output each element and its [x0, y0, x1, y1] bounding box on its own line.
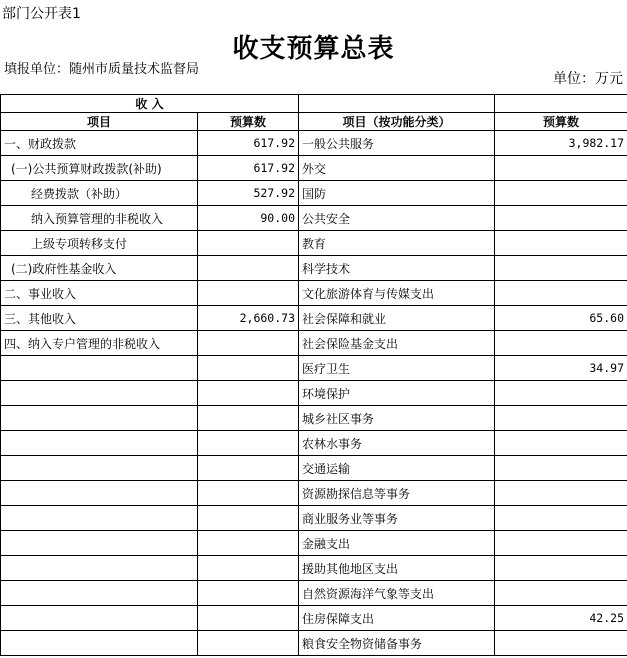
- expense-budget-cell: [495, 631, 627, 656]
- income-item-cell: [1, 356, 198, 381]
- income-budget-cell: [198, 506, 299, 531]
- header-row-columns: [1, 113, 627, 131]
- income-item-cell: [1, 631, 198, 656]
- expense-budget-cell: [495, 531, 627, 556]
- expense-item-cell: 援助其他地区支出: [299, 556, 495, 581]
- income-item-cell: 上级专项转移支付: [1, 231, 198, 256]
- income-budget-cell: 90.00: [198, 206, 299, 231]
- table-row: [1, 606, 627, 631]
- expense-item-cell: 交通运输: [299, 456, 495, 481]
- income-budget-cell: [198, 381, 299, 406]
- table-row: [1, 556, 627, 581]
- header-row-group: [1, 95, 627, 113]
- income-budget-cell: [198, 581, 299, 606]
- income-budget-cell: 527.92: [198, 181, 299, 206]
- expense-item-cell: 社会保障和就业: [299, 306, 495, 331]
- expense-budget-cell: [495, 481, 627, 506]
- expense-budget-cell: [495, 156, 627, 181]
- budget-table: [0, 94, 627, 656]
- expense-budget-cell: [495, 431, 627, 456]
- expense-item-cell: 商业服务业等事务: [299, 506, 495, 531]
- expense-item-cell: 自然资源海洋气象等支出: [299, 581, 495, 606]
- income-budget-cell: [198, 406, 299, 431]
- expense-budget-cell: [495, 181, 627, 206]
- table-row: [1, 406, 627, 431]
- currency-unit: 单位：万元: [553, 71, 623, 87]
- table-row: [1, 131, 627, 156]
- income-budget-cell: [198, 531, 299, 556]
- expense-item-cell: 教育: [299, 231, 495, 256]
- expense-budget-cell: [495, 206, 627, 231]
- income-item-cell: [1, 381, 198, 406]
- expense-budget-cell: [495, 331, 627, 356]
- expense-item-cell: 金融支出: [299, 531, 495, 556]
- table-number-label: 部门公开表1: [2, 6, 81, 22]
- income-item-cell: [1, 431, 198, 456]
- income-budget-cell: [198, 456, 299, 481]
- income-item-cell: 四、纳入专户管理的非税收入: [1, 331, 198, 356]
- expense-budget-cell: [495, 406, 627, 431]
- table-row: [1, 531, 627, 556]
- col-func-budget-header: 预算数: [495, 113, 627, 131]
- expense-budget-cell: [495, 456, 627, 481]
- expense-item-cell: 粮食安全物资储备事务: [299, 631, 495, 656]
- expense-budget-cell: 42.25: [495, 606, 627, 631]
- expense-item-cell: 一般公共服务: [299, 131, 495, 156]
- expense-budget-cell: [495, 556, 627, 581]
- expense-budget-cell: [495, 281, 627, 306]
- table-row: [1, 181, 627, 206]
- table-row: [1, 581, 627, 606]
- income-budget-cell: 617.92: [198, 131, 299, 156]
- table-row: [1, 456, 627, 481]
- income-budget-cell: [198, 631, 299, 656]
- expense-item-cell: 科学技术: [299, 256, 495, 281]
- reporting-unit: 填报单位：随州市质量技术监督局: [4, 62, 200, 77]
- expense-item-cell: 社会保险基金支出: [299, 331, 495, 356]
- income-budget-cell: 617.92: [198, 156, 299, 181]
- table-row: [1, 481, 627, 506]
- income-item-cell: (一)公共预算财政拨款(补助): [1, 156, 198, 181]
- income-budget-cell: [198, 431, 299, 456]
- income-item-cell: 一、财政拨款: [1, 131, 198, 156]
- expense-budget-cell: [495, 256, 627, 281]
- income-item-cell: 三、其他收入: [1, 306, 198, 331]
- table-row: [1, 431, 627, 456]
- expense-budget-cell: 34.97: [495, 356, 627, 381]
- income-item-cell: 纳入预算管理的非税收入: [1, 206, 198, 231]
- table-row: [1, 281, 627, 306]
- income-item-cell: 二、事业收入: [1, 281, 198, 306]
- income-item-cell: (二)政府性基金收入: [1, 256, 198, 281]
- table-row: [1, 356, 627, 381]
- income-item-cell: [1, 406, 198, 431]
- income-item-cell: [1, 556, 198, 581]
- table-row: [1, 331, 627, 356]
- expense-budget-cell: [495, 381, 627, 406]
- income-budget-cell: [198, 256, 299, 281]
- income-budget-cell: [198, 331, 299, 356]
- table-row: [1, 381, 627, 406]
- expense-item-cell: 住房保障支出: [299, 606, 495, 631]
- expense-item-cell: 公共安全: [299, 206, 495, 231]
- expense-item-cell: 农林水事务: [299, 431, 495, 456]
- income-budget-cell: 2,660.73: [198, 306, 299, 331]
- table-row: [1, 306, 627, 331]
- expense-item-cell: 文化旅游体育与传媒支出: [299, 281, 495, 306]
- expense-budget-cell: [495, 231, 627, 256]
- table-row: [1, 156, 627, 181]
- table-row: [1, 206, 627, 231]
- expense-budget-cell: [495, 581, 627, 606]
- col-func-item-header: 项目（按功能分类）: [299, 113, 495, 131]
- expense-budget-cell: [495, 506, 627, 531]
- income-budget-cell: [198, 481, 299, 506]
- expense-item-cell: 国防: [299, 181, 495, 206]
- expense-item-cell: 医疗卫生: [299, 356, 495, 381]
- expense-budget-cell: 65.60: [495, 306, 627, 331]
- income-item-cell: [1, 506, 198, 531]
- page-title: 收支预算总表: [232, 34, 395, 64]
- expense-item-cell: 资源勘探信息等事务: [299, 481, 495, 506]
- income-budget-cell: [198, 281, 299, 306]
- income-budget-cell: [198, 356, 299, 381]
- expense-item-cell: 环境保护: [299, 381, 495, 406]
- income-budget-cell: [198, 231, 299, 256]
- income-group-header: 收 入: [1, 95, 299, 113]
- income-item-cell: 经费拨款（补助）: [1, 181, 198, 206]
- income-item-cell: [1, 581, 198, 606]
- income-item-cell: [1, 456, 198, 481]
- col-item-header: 项目: [1, 113, 198, 131]
- expense-item-cell: 外交: [299, 156, 495, 181]
- income-item-cell: [1, 606, 198, 631]
- table-row: [1, 631, 627, 656]
- expense-group-header-blank: [299, 95, 495, 113]
- expense-budget-cell: 3,982.17: [495, 131, 627, 156]
- expense-item-cell: 城乡社区事务: [299, 406, 495, 431]
- income-budget-cell: [198, 606, 299, 631]
- income-budget-cell: [198, 556, 299, 581]
- table-row: [1, 256, 627, 281]
- expense-group-header-blank-2: [495, 95, 627, 113]
- col-budget-header: 预算数: [198, 113, 299, 131]
- income-item-cell: [1, 481, 198, 506]
- table-row: [1, 231, 627, 256]
- table-row: [1, 506, 627, 531]
- income-item-cell: [1, 531, 198, 556]
